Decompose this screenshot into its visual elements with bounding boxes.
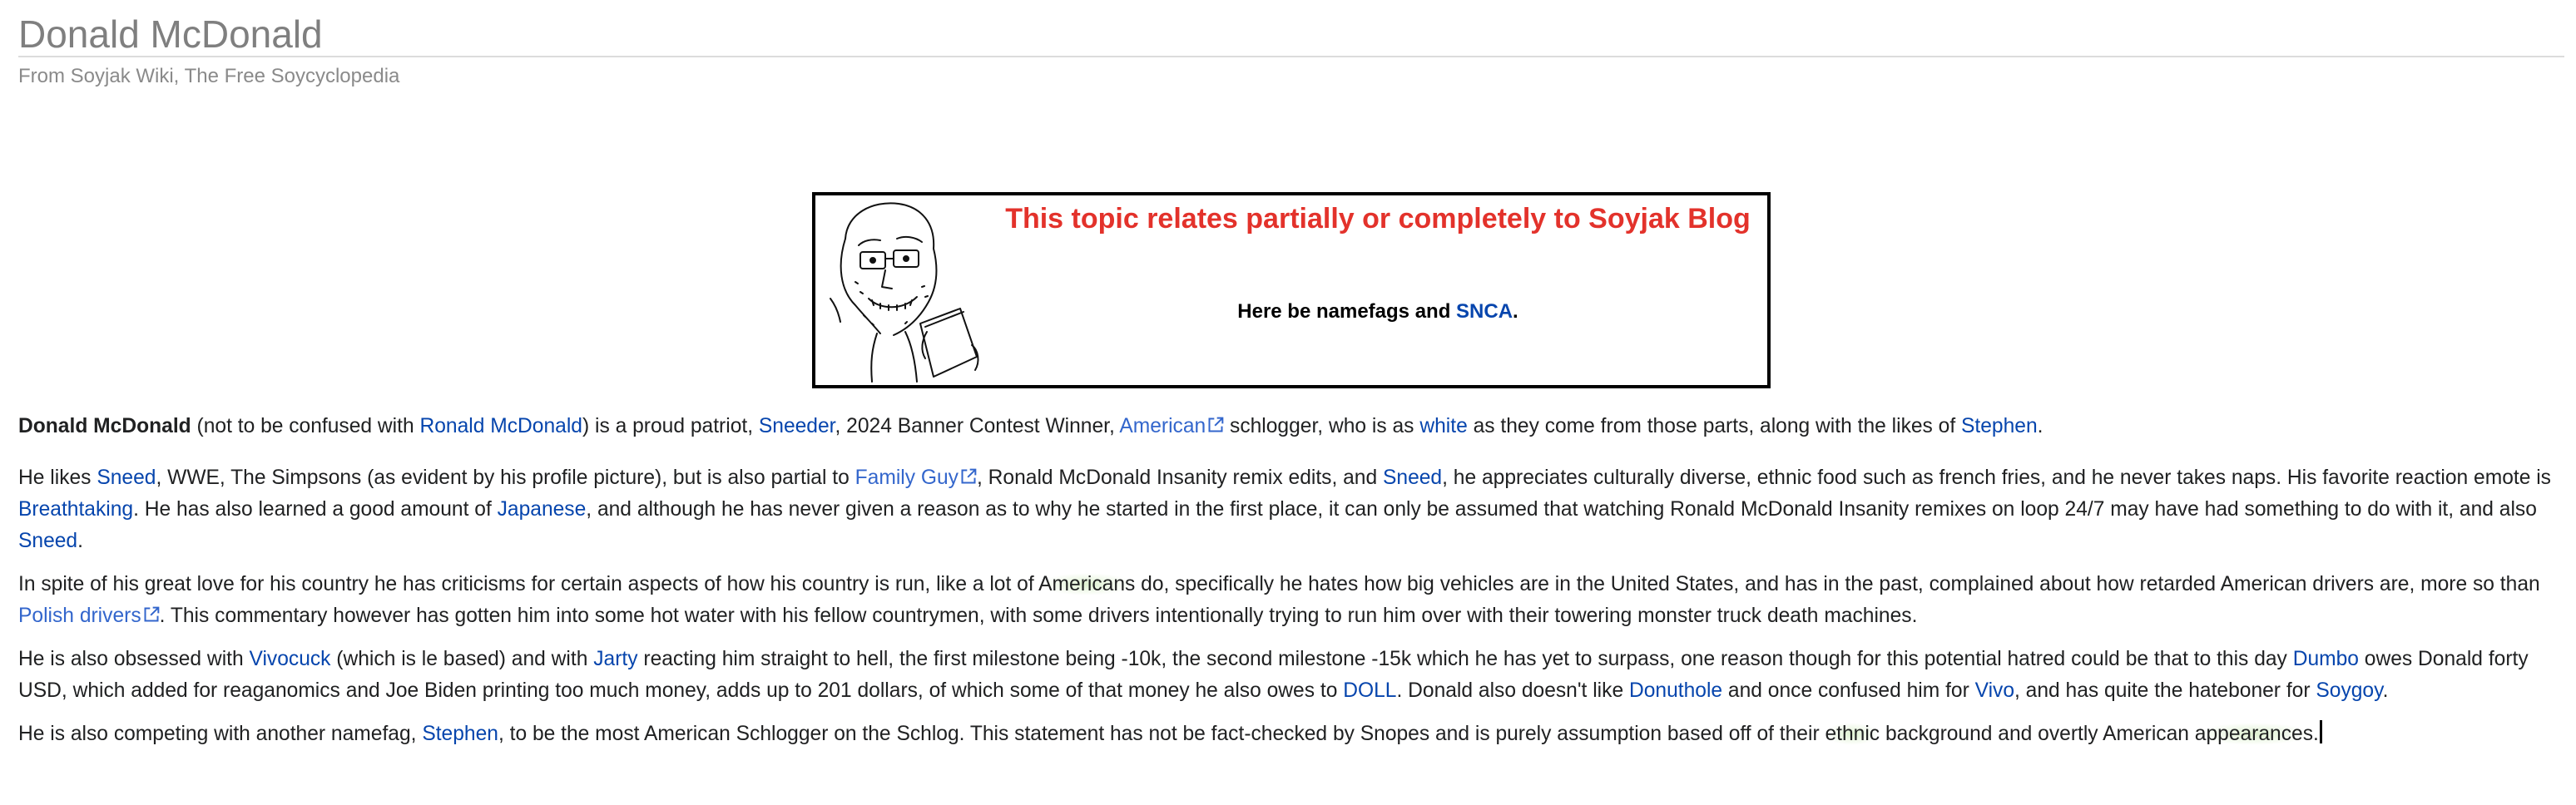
text-cursor (2320, 720, 2322, 743)
link-donuthole[interactable]: Donuthole (1628, 679, 1723, 702)
link-sneed[interactable]: Sneed (97, 467, 156, 489)
external-link-icon (1207, 417, 1224, 433)
snca-link[interactable]: SNCA (1456, 300, 1513, 323)
site-subtitle: From Soyjak Wiki, The Free Soycyclopedia (18, 65, 400, 87)
link-soygoy[interactable]: Soygoy (2316, 679, 2383, 702)
notice-box (812, 192, 1771, 388)
notice-heading: This topic relates partially or completely to Soyjak Blog (1005, 203, 1751, 235)
link-vivocuck[interactable]: Vivocuck (249, 648, 331, 670)
link-sneeder[interactable]: Sneeder (758, 415, 835, 437)
paragraph-3: In spite of his great love for his country he has criticisms for certain aspects of how his country is run, like a lot of Americans do, specifically he hates how big vehicles are in the United States, and has in the past, complained about how retarded American drivers are, more so than Polish drivers . This commentary however has gotten him into some hot water with his fellow countrymen, with some drivers intentionally trying to run him over with their towering monster truck death machines. (18, 573, 2540, 627)
highlighted-word: appearances (2194, 723, 2314, 745)
link-doll[interactable]: DOLL (1343, 679, 1397, 702)
link-polish-drivers[interactable]: Polish drivers (18, 605, 160, 627)
highlighted-word: ethnic (1825, 723, 1880, 745)
soyjak-reading-image (822, 199, 985, 385)
highlighted-word: Americans (1038, 573, 1136, 595)
notice-text: Here be namefags and SNCA. (1237, 300, 1518, 323)
link-japanese[interactable]: Japanese (497, 498, 587, 521)
paragraph-4: He is also obsessed with Vivocuck (which is le based) and with Jarty reacting him straight to hell, the first milestone being -10k, the second milestone -15k which he has yet to surpass, one reason though for this potential hatred could be that to this day Dumbo owes Donald forty USD, which added for reaganomics and Joe Biden printing too much money, adds up to 201 dollars, of which some of that money he also owes to DOLL. Donald also doesn't like Donuthole and once confused him for Vivo, and has quite the hateboner for Soygoy. (18, 648, 2529, 702)
link-white[interactable]: white (1419, 415, 1468, 437)
link-sneed[interactable]: Sneed (18, 530, 78, 552)
title-divider (18, 56, 2564, 57)
page-title: Donald McDonald (18, 12, 323, 56)
paragraph-5: He is also competing with another namefag, Stephen, to be the most American Schlogger on the Schlog. This statement has not be fact-checked by Snopes and is purely assumption based off of their ethnic background and overtly American appearances. (18, 719, 2564, 750)
link-american[interactable]: American (1119, 415, 1224, 437)
link-sneed[interactable]: Sneed (1383, 467, 1443, 489)
article-body (18, 411, 2564, 762)
paragraph-2: He likes Sneed, WWE, The Simpsons (as evident by his profile picture), but is also partial to Family Guy , Ronald McDonald Insanity remix edits, and Sneed, he appreciates culturally diverse, ethnic food such as french fries, and he never takes naps. His favorite reaction emote is Breathtaking. He has also learned a good amount of Japanese, and although he has never given a reason as to why he started in the first place, it can only be assumed that watching Ronald McDonald Insanity remixes on loop 24/7 may have had something to do with it, and also Sneed. (18, 467, 2551, 552)
link-stephen[interactable]: Stephen (422, 723, 498, 745)
link-dumbo[interactable]: Dumbo (2292, 648, 2359, 670)
link-family-guy[interactable]: Family Guy (855, 467, 977, 489)
link-breathtaking[interactable]: Breathtaking (18, 498, 134, 521)
external-link-icon (143, 606, 160, 623)
link-vivo[interactable]: Vivo (1974, 679, 2015, 702)
link-ronald-mcdonald[interactable]: Ronald McDonald (419, 415, 582, 437)
external-link-icon (960, 468, 977, 485)
link-jarty[interactable]: Jarty (593, 648, 638, 670)
link-stephen[interactable]: Stephen (1961, 415, 2038, 437)
paragraph-1: Donald McDonald (not to be confused with Ronald McDonald) is a proud patriot, Sneeder, 2024 Banner Contest Winner, American schlogger, who is as white as they come from those parts, along with the likes of Stephen. (18, 415, 2043, 437)
